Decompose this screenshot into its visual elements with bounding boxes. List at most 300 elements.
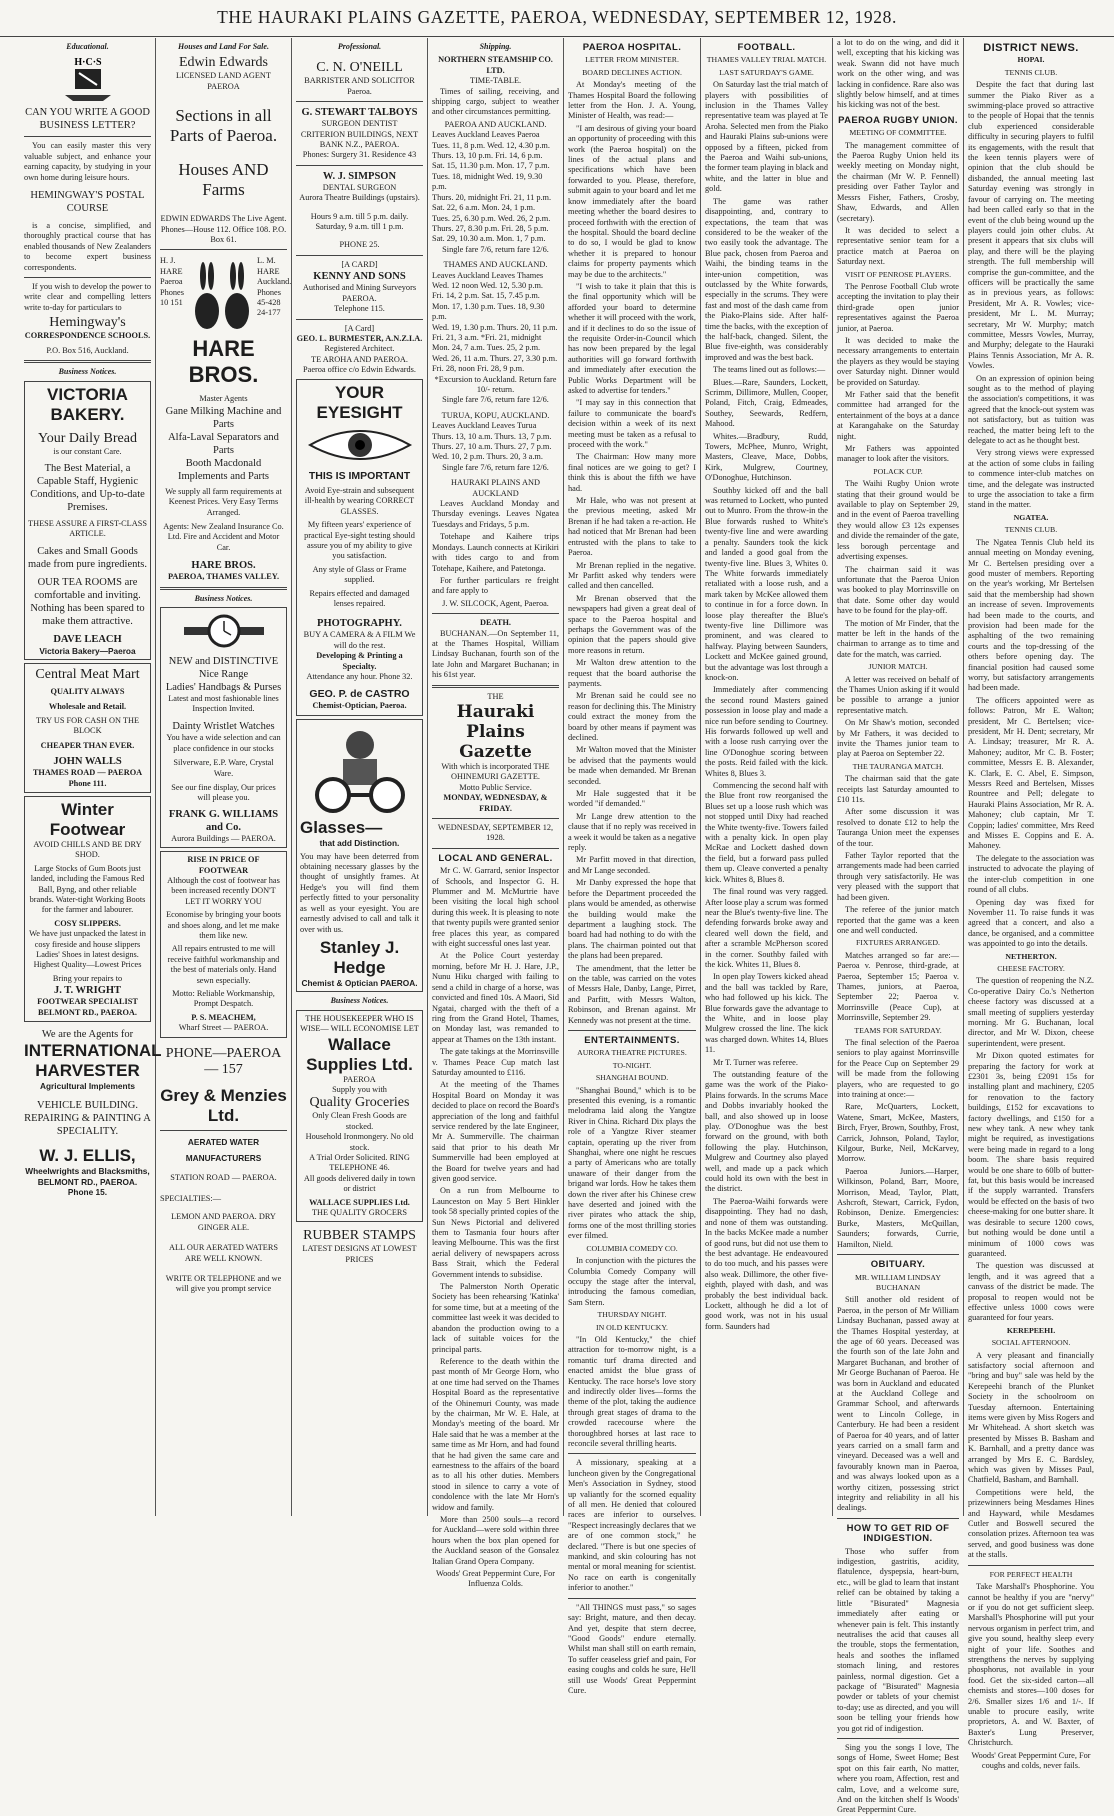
column-6	[701, 38, 833, 1516]
card-label: [A CARD]	[341, 259, 378, 269]
paragraph: The Palmerston North Operatic Society has been rehearsing 'Katinka' for some time, but at a meeting of the committee last week it was decided to abandon the production owing to a lack of suitable voices for the principal parts.	[432, 1282, 559, 1354]
specialties: SPECIALTIES:—	[160, 1193, 222, 1203]
route-row: Sat. 15, 11.30 p.m. Mon. 17, 7 p.m.	[432, 161, 550, 171]
paragraph: The final round was very ragged. After loose play a scrum was formed near the Blue's twenty-five line. The defending forwards broke away and cleared well down the field, and after a scramble McPherson scored in the corner. Southby failed with the kick. Whites 11, Blues 8.	[705, 887, 828, 969]
winter-text: Large Stocks of Gum Boots just landed, including the Famous Red Ball, Byng, and other reliable brands. Water-tight Working Boots for the farmer and labourer.	[29, 863, 146, 915]
rise-in-price: RISE IN PRICE OF FOOTWEAR	[187, 855, 260, 875]
watch-icon	[184, 611, 264, 651]
sub-heading: BOARD DECLINES ACTION.	[582, 67, 682, 77]
paragraph: Father Taylor reported that the arrangements made had been carried through very satisfactorily. He was very pleased with the support that had been given.	[837, 851, 959, 902]
walls-phone: Phone 111.	[68, 778, 107, 788]
paragraph: Rare, McQuarters, Lockett, Watene, Smart, McKee, Masters, Birch, Fryer, Brown, Southby, Frost, Carrick, Johnson, Poland, Taylor, Kilgour, Burke, Neil, McKarvey, Morrow.	[837, 1102, 959, 1164]
international: INTERNATIONAL	[24, 1041, 162, 1061]
hares-icon	[187, 256, 257, 336]
paragraph: The question of reopening the N.Z. Co-operative Dairy Co.'s Netherton cheese factory was discussed at a small meeting of suppliers yesterday morning. Mr G. Buchanan, local director, and Mr W. Dixon, cheese superintendent, were present.	[968, 976, 1094, 1048]
sub-heading: LAST SATURDAY'S GAME.	[719, 67, 814, 77]
route-row: Wed. 10, 2 p.m. Thurs. 20, 3 a.m.	[432, 452, 543, 462]
kenny-text: Authorised and Mining Surveyors PAEROA.	[302, 283, 417, 303]
paragraph: The management committee of the Paeroa Rugby Union held its weekly meeting on Monday night, the chairman (Mr W. P. Fennell) presiding over Father Taylor and Messrs Fisher, Fathers, Crosby, Shaw, Edwards, and Allen (secretary).	[837, 140, 959, 223]
death-heading: DEATH.	[480, 618, 511, 628]
paragraph: Mr Hale suggested that it be worded "if demanded."	[568, 789, 696, 809]
route-row: Wed. 12 noon Wed. 12, 5.30 p.m.	[432, 280, 543, 290]
section-header: Business Notices.	[330, 996, 389, 1006]
master-agents: Master Agents	[199, 394, 248, 404]
edwards-name: Edwin Edwards	[178, 55, 269, 71]
route-row: Tues. 11, 8 p.m. Wed. 12, 4.30 p.m.	[432, 140, 550, 150]
repairs-lenses: Repairs effected and damaged lenses repaired.	[309, 588, 410, 608]
buy-camera: BUY A CAMERA & A FILM We will do the rest.	[303, 630, 416, 650]
paragraph: Matches arranged so far are:— Paeroa v. Penrose, third-grade, at Paeroa, September 15; Paeroa v. Thames, juniors, at Paeroa, September 22; Paeroa v. Morrinsville (Peace Cup), at Morrinsville, September 29.	[837, 950, 959, 1023]
sub-heading: FIXTURES ARRANGED.	[855, 938, 941, 948]
route-row: Fri. 21, 3 a.m. *Fri. 21, midnight	[432, 332, 542, 342]
houses-farms: Houses AND Farms	[178, 160, 269, 200]
meachem-ad	[160, 851, 287, 1038]
route-row: Sat. 22, 6 a.m. Mon. 24, 1 p.m.	[432, 203, 536, 213]
dental-surgeon: DENTAL SURGEON	[322, 182, 397, 192]
licensed-agent: LICENSED LAND AGENT PAEROA	[176, 71, 271, 91]
paragraph: Mr Lange drew attention to the clause that if no reply was received in a week it would be taken as a negative reply.	[568, 811, 696, 853]
sections-text: Sections in all Parts of Paeroa.	[169, 106, 278, 146]
sub-heading: KEREPEEHI.	[1006, 1325, 1056, 1335]
lm-hare: L. M. HARE Auckland. Phones 45-428 24-177	[257, 256, 292, 318]
paragraph: The officers appointed were as follows: Patron, Mr E. Walton; president, Mr C. Bertelsen; vice-president, Mr H. Dent; secretary, Mr A. Lindsay; treasurer, Mr R. A. Mahoney; auditor, Mr C. B. Foster; committee, Messrs E. B. Alexander, K. Clark, E. C. Abel, E. Simpson, Messrs Reed and Bertelsen, Misses Rountree and Pell; delegate to Hauraki Plains Association, Mr R. A. Mahoney; club captain, Mr T. Coppin; ladies' committee, Mrs Reed and Misses E. Coppins and E. A. Mahoney.	[968, 695, 1094, 851]
winter-title: Winter Footwear	[49, 799, 126, 839]
paragraph: Mr Brenan observed that the newspapers had given a great deal of space to the Paeroa hospital and perhaps the Government was of the opinion that the papers should give more reasons in return.	[568, 593, 696, 655]
excursion: *Excursion to Auckland. Return fare 10/- return.	[434, 374, 557, 394]
wharf-street: Wharf Street — PAEROA.	[178, 1023, 269, 1033]
paragraph: The Chairman: How many more final notices are we going to get? I think this is about the fifth we have had.	[568, 452, 696, 493]
harvester: HARVESTER	[35, 1061, 140, 1081]
paragraph: Immediately after commencing the second round Masters gained possession in loose play and made a nice run before sending to Courtney. His forwards followed up well and with a loose rush carrying over the line O'Donoghue scoring between the posts. Reid failed with the kick. Whites 8, Blues 3.	[705, 685, 828, 778]
paragraph: On Mr Shaw's motion, seconded by Mr Fathers, it was decided to invite the Thames junior team to play at Paeroa on September 22.	[837, 718, 959, 759]
wallace-ltd: WALLACE SUPPLIES Ltd.	[309, 1197, 410, 1207]
woods-verse: "All THINGS must pass," so sages say: Bright, mature, and then decay. And yet, despite that stern decree, "Good Goods" endure eternally. Whilst man shall still on earth remain, To suffer ceaseless grief and pain, For easing coughs and colds he sure, He'll still use Woods' Great Peppermint Cure.	[568, 1602, 696, 1695]
distinction: that add Distinction.	[319, 838, 400, 849]
paragraph: "I may say in this connection that failure to communicate the board's decision within a week of its next meeting must be taken as a refusal to proceed with the work."	[568, 398, 696, 450]
station-road: STATION ROAD — PAEROA.	[170, 1173, 277, 1183]
bakery-text: The Best Material, a Capable Staff, Hygienic Conditions, and Up-to-date Premises.	[30, 462, 145, 513]
death-notice: BUCHANAN.—On September 11, at the Thames Hospital, William Lindsay Buchanan, fourth son of the late John and Margaret Buchanan; in his 61st year.	[432, 628, 559, 680]
see-display: See our fine display, Our prices will please you.	[171, 782, 276, 803]
paragraph: "I am desirous of giving your board an opportunity of proceeding with this work (the Paeroa hospital) on the lines of the actual plans and specifications which have been forwarded to you. Please, therefore, submit again to your board and let me know immediately after the board meeting whether the board desires to proceed forthwith with the erection of the hospital. Should the board decline to do so, I would be glad to know whether it is prepared to honour claims for property payments which may be due to the architects."	[568, 123, 696, 279]
route-row: Wed. 26, 11 a.m. Thurs. 27, 3.30 p.m.	[432, 353, 558, 363]
thames-road: THAMES ROAD — PAEROA	[32, 768, 143, 778]
paragraph: "Shanghai Bound," which is to be presented this evening, is a romantic melodrama laid along the Yangtze River in China. Richard Dix plays the role of a Yangtze River steamer captain, operating up the river from Shanghai, where one night he rescues a party of Americans who are totally unaware of their danger from the brigand war lords. How he takes them down the river after his Chinese crew have deserted and joined with the river pirates who attack the ship, forms one of the most thrilling stories ever filmed.	[568, 1085, 696, 1241]
cosy-slippers: COSY SLIPPERS.	[54, 918, 121, 928]
hedge-name: Stanley J. Hedge	[319, 937, 400, 977]
incorporated: With which is incorporated THE OHINEMURI GAZETTE.	[441, 761, 550, 782]
column-1	[20, 38, 162, 1516]
talboys-name: G. STEWART TALBOYS	[301, 107, 418, 119]
sub-heading: SOCIAL AFTERNOON.	[991, 1338, 1071, 1348]
experience: My fifteen years' experience of practical Eye-sight testing should assure you of my ability to give you satisfaction.	[304, 520, 415, 561]
paragraph: The Waihi Rugby Union wrote stating that their ground would be available to play on September 29, and in the event of Paeroa travelling they would allow £3 12s expenses and divide the remainder of the gate, less borough percentage and advertising expenses.	[837, 479, 959, 562]
paragraph: Mr Father said that the benefit committee had arranged for the entertainment of the boys at a dance at Karangahake on the Saturday night.	[837, 390, 959, 441]
gane: Gane Milking Machine and Parts	[165, 405, 282, 430]
try-us: TRY US FOR CASH ON THE BLOCK	[35, 715, 140, 736]
paragraph: Take Marshall's Phosphorine. You cannot be healthy if you are "nervy" or if you do not get sufficient sleep. Marshall's Phosphorine will put your nervous organism in perfect trim, and give you sound, healthy sleep every night of your life. Soothes and strengthens the nerves by supplying phosphorus, not available in your food. Get the six-sided carton—all chemists and stores—100 doses for 2/6. Smaller sizes 1/6 and 1/-. If unable to procure easily, write proprietors, A. and W. Baxter, of Baxter's Lung Preserver, Christchurch.	[968, 1582, 1094, 1748]
po-box: P.O. Box 516, Auckland.	[46, 345, 129, 355]
football-heading: FOOTBALL.	[737, 42, 796, 53]
goods-delivered: All goods delivered daily in town or district	[303, 1173, 416, 1194]
business-letter-question: CAN YOU WRITE A GOOD BUSINESS LETTER?	[25, 107, 150, 132]
route-title: THAMES AND AUCKLAND.	[443, 260, 548, 270]
victoria-bakery-ad	[24, 381, 151, 661]
paragraph: Mr C. W. Garrard, senior Inspector of Schools, and Inspector G. H. Plummer and M. McMurtrie have been visiting the local high school during this week. It is pleasing to note that twenty pupils were granted senior free places this year, as compared with eight successful ones last year.	[432, 866, 559, 949]
woods-ad: Woods' Great Peppermint Cure, For Influenza Colds.	[435, 1569, 556, 1589]
ellis-address: BELMONT RD., PAEROA.	[37, 1176, 138, 1187]
wright-name: J. T. WRIGHT	[53, 985, 122, 997]
dainty-text: You have a wide selection and can place confidence in our stocks	[166, 733, 281, 753]
paragraph: Opening day was fixed for November 11. To raise funds it was agreed that a concert, and also a dance, be organised, and a committee was appointed to go into the details.	[968, 897, 1094, 949]
aurora-buildings: Aurora Theatre Buildings (upstairs).	[299, 193, 420, 203]
quality-always: QUALITY ALWAYS	[50, 687, 125, 697]
rugby-union-heading: PAEROA RUGBY UNION.	[838, 114, 958, 126]
hare-bros-name: HARE BROS.	[191, 560, 256, 572]
paragraph: A very pleasant and financially satisfactory social afternoon and "bring and buy" sale was held by the Kerepeehi branch of the Plunket Society in the schoolroom on Tuesday afternoon. Entertaining items were given by Miss Rogers and Mr Whitehead. A short sketch was presented by Misses B. Basham and K. Barnhall, and a pretty dance was arranged by Mrs E. C. Bardsley, which was given by Misses Paul, Chatfield, Basham, and Barnhall.	[968, 1350, 1094, 1485]
dave-leach: DAVE LEACH	[53, 633, 122, 645]
sub-heading: TENNIS CLUB.	[1004, 67, 1058, 77]
housekeeper: THE HOUSEKEEPER WHO IS WISE— WILL ECONOMISE LET	[300, 1013, 419, 1034]
bakery-title: VICTORIA BAKERY.	[47, 384, 128, 424]
fare-line: Single fare 7/6, return fare 12/6.	[442, 462, 549, 472]
paragraph: Mr Walton drew attention to the request that the board authorise the payments.	[568, 658, 696, 688]
sub-heading: TEAMS FOR SATURDAY.	[854, 1025, 942, 1035]
paragraph: The final selection of the Paeroa seniors to play against Morrinsville for the Peace Cup on September 29 will be made from the following players, who are requested to go into training at once:—	[837, 1037, 959, 1099]
paragraph: The teams lined out as follows:—	[713, 365, 826, 375]
ellis-phone: Phone 15.	[67, 1187, 108, 1198]
paragraph: Competitions were held, the prizewinners being Mesdames Hines and Hayward, while Mesdames Cutler and Boswell secured the consolation prizes. Afternoon tea was served, and good business was done at the stalls.	[968, 1487, 1094, 1560]
talboys-phones: Phones: Surgery 31. Residence 43	[302, 150, 417, 160]
meat-title: Central Meat Mart	[35, 667, 140, 683]
wallace-paeroa: PAEROA	[343, 1074, 376, 1084]
paragraph: Very strong views were expressed at the action of some clubs in failing to commence inter-club matches on time, and the delegate was instructed to urge the association to take a firm stand in the matter.	[968, 448, 1094, 510]
avoid-chills: AVOID CHILLS AND BE DRY SHOD.	[33, 839, 142, 860]
paragraph: "In Old Kentucky," the chief attraction for to-morrow night, is a romantic turf drama directed and enacted amidst the blue grass of Kentucky. The race horse's love story and indirectly older lives—forms the theme of the plot, taking the audience through great stages of drama to the crowded racecourse where the thoroughbred horses at last race to reconcile several thrilling hearts.	[568, 1334, 696, 1448]
card-label: [A Card]	[344, 323, 375, 333]
spectacles-illustration-icon	[305, 723, 415, 815]
column-4	[428, 38, 564, 1589]
latest-designs: LATEST DESIGNS AT LOWEST PRICES	[302, 1244, 417, 1264]
paragraph: Mr Fathers was appointed manager to look after the visitors.	[837, 444, 959, 464]
route-row: Thurs. 20, midnight Fri. 21, 11 p.m.	[432, 192, 552, 202]
sub-heading: THURSDAY NIGHT.	[597, 1310, 667, 1320]
route-row: Sat. 29, 10.30 a.m. Mon. 1, 7 p.m.	[432, 234, 546, 244]
route-row: Mon. 24, 7 a.m. Tues. 25, 2 p.m.	[432, 343, 541, 353]
paragraph: Leaves Auckland Monday and Thursday evenings. Leaves Ngatea Tuesdays and Fridays, 5 p.m.	[432, 499, 559, 529]
sub-heading: JUNIOR MATCH.	[868, 662, 928, 672]
route-row: Thurs. 27, 10 a.m. Thurs. 27, 7 p.m.	[432, 442, 552, 452]
paragraph: "I wish to take it plain that this is the final opportunity which will be afforded your board to determine whether it will proceed with the work, and if it declines to do so the issue of the requisite Order-in-Council which has now been prepared by the legal authorities will go forward forthwith and immediately after execution the Public Works Department will be asked to advertise for tenders."	[568, 281, 696, 395]
paragraph: The delegate to the association was instructed to advocate the playing of the inter-club competition in one round of all clubs.	[968, 853, 1094, 895]
hcs-logo-icon	[53, 55, 123, 103]
paragraph: The Paeroa-Waihi forwards were disappointing. They had no dash, and none of them was outstanding. In the backs McKee made a number of good runs, but did not use them to the best advantage. He endeavoured to do too much, and his passes were also weak. Dillimore, the other five-eighth, played with dash, and was probably the best individual back. Lockett, although he did a lot of good work, was not in his usual form. Saunders had	[705, 1196, 828, 1331]
paragraph: After some discussion it was resolved to donate £12 to help the Tauranga Union meet the expenses of the tour.	[837, 807, 959, 848]
paragraph: The Penrose Football Club wrote accepting the invitation to play their third-grade open junior representatives against the Paeroa junior, at Paeroa.	[837, 281, 959, 333]
manufacturers: MANUFACTURERS	[185, 1153, 262, 1164]
sub-heading: POLACK CUP.	[873, 466, 923, 476]
bring-repairs: Bring your repairs to	[52, 973, 123, 983]
route-row: Thurs. 13, 10 a.m. Thurs. 13, 7 p.m.	[432, 431, 552, 441]
hedge-sub: Chemist & Optician PAEROA.	[301, 977, 418, 988]
avoid-eyestrain: Avoid Eye-strain and subsequent ill-health by wearing CORRECT GLASSES.	[304, 485, 415, 516]
route-row: Thurs. 27, 8.30 p.m. Fri. 28, 5 p.m.	[432, 223, 549, 233]
column-3	[292, 38, 428, 1516]
paragraph: On Saturday last the trial match of players with possibilities of inclusion in the Thames Valley representative team was played at Te Aroha. Selected men from the Piako and Hauraki Plains sub-unions were opposed by a fifteen, picked from the Paeroa and Waihi sub-unions, the former team playing in black and white, and the latter in blue and gold.	[705, 80, 828, 194]
paragraph: The game was rather disappointing, and, contrary to expectations, the team that was considered to be the weaker of the two easily took the advantage. The Blue pack, chosen from Paeroa and Waihi, the binding teams in the inter-union competition, was outclassed by the White forwards, especially in the scrums. They were fast and most of the dash came from the Piako-Plains side. After half-time the backs, with the exception of the half-back, changed. Silent, the Blue five-eighth, was considerably improved and was the best back.	[705, 196, 828, 362]
paragraph: The question was discussed at length, and it was agreed that a canvass of the district be made. The proposal to reopen would not be effective unless 1000 cows were guaranteed for four years.	[968, 1261, 1094, 1323]
section-header: Business Notices.	[58, 367, 117, 377]
route-row: Mon. 17, 1.30 p.m. Tues. 18, 9.30 p.m.	[432, 301, 545, 322]
live-agent: EDWIN EDWARDS The Live Agent.	[160, 214, 287, 224]
rubber-stamps: RUBBER STAMPS	[303, 1228, 416, 1244]
paragraph: Totehape and Kaihere trips Mondays. Launch connects at Kirikiri with tides cargo to and from Totehape, Kaihere, and Patetonga.	[432, 532, 559, 573]
new-distinctive: NEW and DISTINCTIVE	[168, 655, 279, 667]
steamship-company: NORTHERN STEAMSHIP CO. LTD.	[438, 55, 553, 75]
agricultural-implements: Agricultural Implements	[40, 1081, 135, 1092]
woods-ad: Woods' Great Peppermint Cure, For coughs and colds, never fails.	[971, 1750, 1091, 1770]
sub-heading: SHANGHAI BOUND.	[595, 1073, 669, 1083]
gazette-nameplate: Hauraki Plains Gazette	[456, 701, 535, 762]
cosy-text: We have just unpacked the latest in cosy fireside and house slippers Ladies' Shoes in latest designs. Highest Quality—Lowest Prices	[29, 929, 146, 970]
kenny-telephone: Telephone 115.	[334, 304, 385, 314]
dainty-watches: Dainty Wristlet Watches	[172, 721, 275, 733]
sub-heading: VISIT OF PENROSE PLAYERS.	[844, 269, 952, 279]
frank-williams: FRANK G. WILLIAMS and Co.	[168, 808, 279, 833]
lemon-ginger: LEMON AND PAEROA. DRY GINGER ALE.	[171, 1212, 276, 1232]
burmester-office: Paeroa office c/o Edwin Edwards.	[303, 365, 416, 375]
paragraph: Mr T. Turner was referee.	[713, 1057, 798, 1067]
insurance-text: Agents: New Zealand Insurance Co. Ltd. Fire and Accident and Motor Car.	[163, 522, 284, 552]
cheaper: CHEAPER THAN EVER.	[40, 740, 135, 750]
fare-line: Single fare 7/6, return fare 12/6.	[442, 395, 549, 405]
sub-heading: AURORA THEATRE PICTURES.	[577, 1048, 687, 1058]
fare-line: Single fare 7/6, return fare 12/6.	[442, 244, 549, 254]
paragraph: Mr Brenan replied in the negative. Mr Parfitt asked why tenders were called and then cancelled.	[568, 560, 696, 591]
sub-heading: LETTER FROM MINISTER.	[585, 55, 679, 65]
sub-heading: THAMES VALLEY TRIAL MATCH.	[706, 55, 827, 65]
paragraph: At the Police Court yesterday morning, before Mr H. J. Hare, J.P., Nunu Hiku charged with failing to send a child in charge of a horse, was convicted and fined 10s. A Maori, Sid Ngatai, charged with the theft of a ring from the Grand Hotel, Thames, on Monday last, was remanded to appear at Thames on the 13th instant.	[432, 951, 559, 1044]
sub-heading: HOPAI.	[1017, 55, 1045, 65]
paragraph: Times of sailing, receiving, and shipping cargo, subject to weather and other circumstances permitting.	[432, 86, 559, 117]
latest-lines: Latest and most fashionable lines Inspection Invited.	[168, 693, 279, 713]
silverware: Silverware, E.P. Ware, Crystal Ware.	[173, 758, 274, 778]
fresh-goods: Only Clean Fresh Goods are stocked.	[312, 1111, 407, 1131]
indigestion-heading: HOW TO GET RID OF INDIGESTION.	[846, 1522, 950, 1545]
meachem-name: P. S. MEACHEM,	[191, 1012, 256, 1022]
paragraph: A missionary, speaking at a luncheon given by the Congregational Men's Association in Sydney, stood up valiantly for the scorned equality of all men. He denied that coloured races are inferior to ourselves. "Respect increasingly declares that we are of one common stock," he declared. "There is but one species of mankind, and skin colouring has not mental or moral meaning for scientist. No race on earth is congenitally inferior to another."	[568, 1458, 696, 1593]
paragraph: If you wish to develop the power to write clear and compelling letters write to-day for particulars to	[24, 282, 151, 312]
paragraph: is a concise, simplified, and thoroughly practical course that has enabled thousands of New Zealanders to become expert business correspondents.	[24, 221, 151, 272]
paragraph: On a run from Melbourne to Launceston on May 5 Bert Hinkler took 58 specially printed copies of the Sun News Pictorial and delivered them to Tasmania four hours after leaving Melbourne. This was the first aerial delivery of newspapers across Bass Strait, which the Federal Government intends to subsidise.	[432, 1186, 559, 1279]
victoria-bakery-paeroa: Victoria Bakery—Paeroa	[39, 645, 136, 656]
schools-name: CORRESPONDENCE SCHOOLS.	[24, 331, 151, 341]
route-header: Leaves Auckland Leaves Turua	[432, 421, 537, 431]
paragraph: The gate takings at the Morrinsville v. Thames Peace Cup match last Saturday amounted to £116.	[432, 1047, 559, 1077]
alfa: Alfa-Laval Separators and Parts	[168, 431, 279, 456]
sub-heading: TO-NIGHT.	[612, 1060, 652, 1070]
kenny-name: KENNY AND SONS	[313, 271, 406, 283]
obituary-heading: OBITUARY.	[870, 1259, 926, 1271]
route-row: Tues. 18, midnight Wed. 19, 9.30 p.m.	[432, 171, 543, 192]
route-header: Leaves Auckland Leaves Thames	[432, 270, 544, 280]
hospital-heading: PAEROA HOSPITAL.	[582, 42, 682, 53]
paragraph: The chairman said it was unfortunate that the Paeroa Union was booked to play Morrinsville on that date. Some other day would have to be found for the play-off.	[837, 564, 959, 616]
agents-for: We are the Agents for	[41, 1029, 134, 1041]
photography: PHOTOGRAPHY.	[317, 618, 402, 630]
ironmongery: Household Ironmongery. No old stock.	[305, 1132, 414, 1152]
architect: Registered Architect.	[324, 344, 395, 354]
paragraph: The Ngatea Tennis Club held its annual meeting on Monday evening, Mr C. Bertelsen presiding over a good muster of members. Reporting on the year's working, Mr Bertelsen said that the membership had shown an increase of seven. Improvements had been made to the courts, and provision had been made for the asphalting of the two remaining courts and the top-dressing of the others before opening day. The financial position had caused some worry, but satisfactory arrangements had been made.	[968, 537, 1094, 693]
the-label: THE	[487, 691, 504, 701]
paragraph: It was decided to select a representative senior team for a practice match at Paeroa on Saturday next.	[837, 225, 959, 267]
john-walls: JOHN WALLS	[53, 756, 122, 768]
motto: Motto Public Service.	[459, 782, 532, 792]
paragraph: Those who suffer from indigestion, gastritis, acidity, flatulence, dyspepsia, heart-burn, etc., will be glad to learn that instant relief can be obtained by taking a little "Bisurated" Magnesia immediately after eating or whenever pain is felt. This instantly neutralises the acid that causes all the trouble, stops the fermentation, heals and soothes the inflamed stomach lining, and restores painless, normal digestion. Get a package of "Bisurated" Magnesia powder or tablets of your chemist to-day; use as directed, and you will soon be telling your friends how you got rid of indigestion.	[837, 1546, 959, 1733]
timetable-title: TIME-TABLE.	[469, 76, 522, 86]
paragraph: On an expression of opinion being sought as to the method of playing the association's competitions, it was agreed that the knock-out system was not satisfactory, but as tuition was reached, the matter being left to the delegate to act as he thought best.	[968, 373, 1094, 446]
route-row: Thurs. 13, 10 p.m. Fri. 14, 6 p.m.	[432, 151, 543, 161]
route-row: Tues. 25, 6.30 p.m. Wed. 26, 2 p.m.	[432, 213, 551, 223]
column-7	[833, 38, 964, 1815]
chemist-optician: Chemist-Optician, Paeroa.	[312, 701, 407, 711]
paragraph: Mr Dixon quoted estimates for preparing the factory for work at £2301 3s, being £2091 15s for installing plant and machinery, £205 for renovation to the factory buildings, £152 for excavations to factory dwellings, and £150 for a new whey tank. A new whey tank might be required, as investigations were being made in regard to a long boom. The share basis required would be one share to 60lb of butter-fat, but this basis would be increased if the supply warranted. Transfers would be effected on the basis of two cheese-making for one butter share. It was desirable to secure 1200 cows, but nothing would be done until a minimum of 1000 cows was guaranteed.	[968, 1051, 1094, 1258]
column-5	[564, 38, 701, 1695]
route-row: Wed. 19, 1.30 p.m. Thurs. 20, 11 p.m.	[432, 322, 558, 332]
wallace-ad	[296, 1010, 423, 1223]
any-style: Any style of Glass or Frame supplied.	[312, 564, 407, 585]
paragraph: Reference to the death within the past month of Mr George Horn, who at one time had served on the Thames Hospital Board as the representative of the Ohinemuri County, was made by the chairman, Mr W. E. Hale, at Monday's meeting of the board. Mr Hale said that he was a member at the same time as Mr Horn, and had found that he had given the same care and earnestness to the affairs of the board as to all his other duties. Members stood in silence to carry a vote of condolence with the late Mr Horn's widow and family.	[432, 1356, 559, 1512]
section-header: Professional.	[337, 42, 382, 51]
paragraph: The outstanding feature of the game was the work of the Piako-Plains forwards. In the scrums Mace and Dobbs invariably hooked the ball, and also showed up in loose play. O'Donoghue was the best forward on the ground, with both following the play. Hutchinson, Mulgrew and Courtney also played well, and made up a pack which could hold its own with the best in the district.	[705, 1070, 828, 1194]
woods-verse: Sing you the songs I love, The songs of Home, Sweet Home; Best spot on this fair earth, No matter, where you roam, Affection, rest and calm, Love, and a welcome sure, And on the kitchen shelf Is Woods' Great Peppermint Cure.	[837, 1742, 959, 1815]
winter-footwear-ad	[24, 796, 151, 1022]
motto: Motto: Reliable Workmanship, Prompt Despatch.	[172, 989, 275, 1009]
paragraph: Commencing the second half with the Blue front row reorganised the Blues set up a loose rush which was not stopped until Dixy had reached the White twenty-five. Towers failed with a penalty kick. In open play McRae and Lockett dashed down the field, but a forward pass pulled them up. Cleave converted a penalty kick. Whites 8, Blues 8.	[705, 781, 828, 884]
paragraph: Southby kicked off and the ball was returned to Lockett, who punted out to Munro. From the throw-in the Blue forwards rushed to White's twenty-five line and were awarding a penalty. Saunders took the kick and landed a good goal from the twenty-five line. Blues 3, Whites 0. The White forwards immediately retaliated with a loose rush, and a mark taken by McKee allowed them to continue in for a force down. In loose play thereafter the Blue's twenty-five line Dillimore was prominent, and was cleared to halfway. Playing between Saunders, Lockett and McKee gained ground, but the advantage was lost through a knock-on.	[705, 485, 828, 682]
sub-heading: COLUMBIA COMEDY CO.	[586, 1243, 678, 1253]
paragraph: For further particulars re freight and fare apply to	[432, 575, 559, 596]
eyesight-ad	[296, 379, 423, 716]
paragraph: Whites.—Bradbury, Rudd, Towers, McPhee, Munro, Wright, Masters, Cleave, Mace, Dobbs, Kirk, Mulgrew, Courtney, O'Donoghue, Hutchinson.	[705, 431, 828, 483]
simpson-name: W. J. SIMPSON	[322, 170, 397, 182]
column-2	[156, 38, 292, 1516]
bread-slogan: Your Daily Bread	[38, 430, 137, 446]
paragraph: Mr Brenan said he could see no reason for declining this. The Ministry could extract the money from the board by other means if payment was declined.	[568, 691, 696, 742]
paragraph: The motion of Mr Finder, that the matter be left in the hands of the chairman to arrange as to time and date for the match, was carried.	[837, 618, 959, 659]
hours: Hours 9 a.m. till 5 p.m. daily. Saturday, 9 a.m. till 1 p.m.	[310, 211, 409, 232]
ellis-trade: Wheelwrights and Blacksmiths,	[25, 1166, 150, 1177]
grey-menzies: Grey & Menzies Ltd.	[160, 1085, 287, 1125]
paragraph: A letter was received on behalf of the Thames Union asking if it would be possible to arrange a junior representative match.	[837, 674, 959, 715]
burmester-name: GEO. L. BURMESTER, A.N.Z.I.A.	[296, 333, 423, 343]
rise-text: Although the cost of footwear has been increased recently DON'T LET IT WORRY YOU	[167, 875, 280, 906]
sub-heading: TENNIS CLUB.	[1004, 525, 1058, 535]
route-title: HAURAKI PLAINS AND AUCKLAND	[451, 478, 540, 498]
route-row: Fri. 14, 2 p.m. Sat. 15, 7.45 p.m.	[432, 291, 540, 301]
sub-heading: FOR PERFECT HEALTH	[989, 1569, 1073, 1579]
course-title: HEMINGWAY'S POSTAL COURSE	[30, 190, 145, 215]
phone-25: PHONE 25.	[339, 240, 380, 250]
surgeon-dentist: SURGEON DENTIST	[321, 119, 398, 129]
supply-you: Supply you with	[332, 1084, 387, 1094]
route-header: Leaves Auckland Leaves Paeroa	[432, 130, 540, 140]
hare-bros-address: PAEROA, THAMES VALLEY.	[167, 572, 280, 582]
phone-paeroa: PHONE—PAEROA — 157	[165, 1045, 282, 1077]
tea-rooms-text: OUR TEA ROOMS are comfortable and inviting. Nothing has been spared to make them attractive.	[30, 576, 145, 627]
hcs-badge: H·C·S	[73, 57, 102, 69]
paragraph: More than 2500 souls—a record for Auckland—were sold within three hours when the box plan opened for the Auckland season of the Gonsalez Italian Grand Opera Company.	[432, 1515, 559, 1566]
local-general-heading: LOCAL AND GENERAL.	[438, 852, 553, 864]
hj-hare: H. J. HARE Paeroa Phones 10 151	[160, 256, 184, 308]
section-header: Business Notices.	[194, 593, 253, 603]
paragraph: Mr Parfitt moved in that direction, and Mr Lange seconded.	[568, 855, 696, 875]
sub-heading: THE TAURANGA MATCH.	[852, 761, 944, 771]
castro-name: GEO. P. de CASTRO	[309, 688, 410, 701]
wallace-name: Wallace Supplies Ltd.	[306, 1034, 413, 1074]
sub-heading: IN OLD KENTUCKY.	[596, 1322, 668, 1332]
hare-logo: HARE BROS.	[188, 336, 259, 388]
entertainments-heading: ENTERTAINMENTS.	[584, 1034, 680, 1046]
your-eyesight: YOUR EYESIGHT	[316, 382, 403, 422]
section-header: Houses and Land For Sale.	[178, 42, 269, 51]
paragraph: Mr Walton moved that the Minister be advised that the payments would be made when demanded. Mr Brenan seconded.	[568, 745, 696, 786]
paragraph: It was decided to make the necessary arrangements to entertain the players as they would be staying over Saturday night. Dinner would be provided on Saturday.	[837, 335, 959, 387]
paragraph: At the meeting of the Thames Hospital Board on Monday it was decided to place on record the Board's appreciation of the long and faithful service rendered by the late Engineer, Mr A. Summerville. The chairman said that prior to his death Mr Summerville had been employed at the Board for twelve years and had given good service.	[432, 1080, 559, 1183]
wholesale: Wholesale and Retail.	[48, 701, 127, 711]
column-8	[964, 38, 1098, 1770]
sub-heading: NGATEA.	[1013, 512, 1049, 522]
paragraph: In open play Towers kicked ahead and the ball was tackled by Rare, who had followed up his kick. The Blue forwards gave the advantage to the White, and in loose play Mulgrew crossed the line. The kick was charged down. Whites 14, Blues 11.	[705, 972, 828, 1055]
aerated-water: AERATED WATER	[187, 1136, 260, 1147]
section-header: Shipping.	[479, 42, 512, 51]
issue-date: WEDNESDAY, SEPTEMBER 12, 1928.	[437, 823, 554, 843]
central-meat-mart-ad	[24, 663, 151, 793]
columns	[20, 38, 1098, 1815]
vehicle-building: VEHICLE BUILDING. REPAIRING & PAINTING A SPECIALITY.	[24, 1100, 151, 1138]
quality-grocers: THE QUALITY GROCERS	[311, 1208, 408, 1217]
eye-icon	[305, 423, 415, 467]
bakery-assure: THESE ASSURE A FIRST-CLASS ARTICLE.	[28, 518, 147, 539]
route-title: TURUA, KOPU, AUCKLAND.	[441, 410, 550, 420]
ellis-name: W. J. ELLIS,	[39, 1146, 136, 1166]
this-is-important: THIS IS IMPORTANT	[308, 469, 411, 482]
paragraph: Paeroa Juniors.—Harper, Wilkinson, Poland, Barr, Moore, Morrison, Mead, Taylor, Platt, Ashcroft, Stewart, Carrick, Fydon, Robinson, Denize. Emergencies: Burke, Masters, McQuillan, Saunders; forwards, Currie, Hamilton, Nield.	[837, 1166, 959, 1249]
quality-groceries: Quality Groceries	[309, 1095, 410, 1111]
economise: Economise by bringing your boots and shoes along, and let me make them like new.	[166, 910, 281, 940]
booth: Booth Macdonald Implements and Parts	[178, 457, 269, 482]
edwards-phones: Phones—House 112. Office 108. P.O. Box 61.	[160, 224, 287, 245]
repairs-text: All repairs entrusted to me will receive faithful workmanship and the best of materials only. Hand sewn especially.	[167, 944, 280, 985]
paragraph: The referee of the junior match reported that the game was a keen one and well conducted.	[837, 905, 959, 935]
sub-heading: MEETING OF COMMITTEE.	[849, 128, 947, 138]
ladies-handbags: Ladies' Handbags & Purses	[165, 681, 282, 693]
glasses-text: You may have been deterred from obtaining necessary glasses by the thought of unsightly frames. At Hedge's you will find them perfectly fitted to your personality as well as your eyesight. You are earnestly advised to call and talk it over with us.	[300, 851, 419, 934]
paragraph: The amendment, that the letter be on the table, was carried on the votes of Messrs Hale, Danby, Lange, Pirret, and Parfitt, with Messrs Walton, Robinson, and Brenan against. Mr Kennedy was not present at the time.	[568, 963, 696, 1025]
paragraph: Still another old resident of Paeroa, in the person of Mr William Lindsay Buchanan, passed away at the Thames Hospital yesterday, at the age of 60 years. Deceased was the fourth son of the late John and Margaret Buchanan, and brother of Mr George Buchanan of Paeroa. He was born in Auckland and educated at the Auckland College and Grammar School, and afterwards went to Lincoln College, in Canterbury. He had been a resident of Paeroa for 40 years, and of latter years carried on a small farm and vineyard. Deceased was a well and favourably known man in Paeroa, and was always looked upon as a worthy citizen, possessing strict integrity and reliability in all his dealings.	[837, 1295, 959, 1513]
attendance: Attendance any hour. Phone 32.	[306, 672, 413, 682]
section-header: Educational.	[66, 42, 109, 51]
route-title: PAEROA AND AUCKLAND.	[444, 119, 547, 129]
paragraph: Mr Hale, who was not present at the previous meeting, asked Mr Brenan if he had taken a re-action. He had noticed that Mr Brenan had been entrusted with the plans to take to Paeroa.	[568, 496, 696, 558]
all-waters: ALL OUR AERATED WATERS ARE WELL KNOWN.	[168, 1243, 278, 1263]
paragraph: Blues.—Rare, Saunders, Lockett, Scrimm, Dillimore, Mullen, Cooper, Poland, Fitch, Craig, Edmeades, Southey, Seewards, Redfern, Mahood.	[705, 377, 828, 429]
agent: J. W. SILCOCK, Agent, Paeroa.	[442, 598, 549, 608]
hedge-ad	[296, 719, 423, 992]
te-aroha: TE AROHA AND PAEROA.	[311, 354, 408, 364]
write-telephone: WRITE OR TELEPHONE and we will give you prompt service	[165, 1273, 282, 1294]
barrister: BARRISTER AND SOLICITOR Paeroa.	[304, 76, 415, 96]
